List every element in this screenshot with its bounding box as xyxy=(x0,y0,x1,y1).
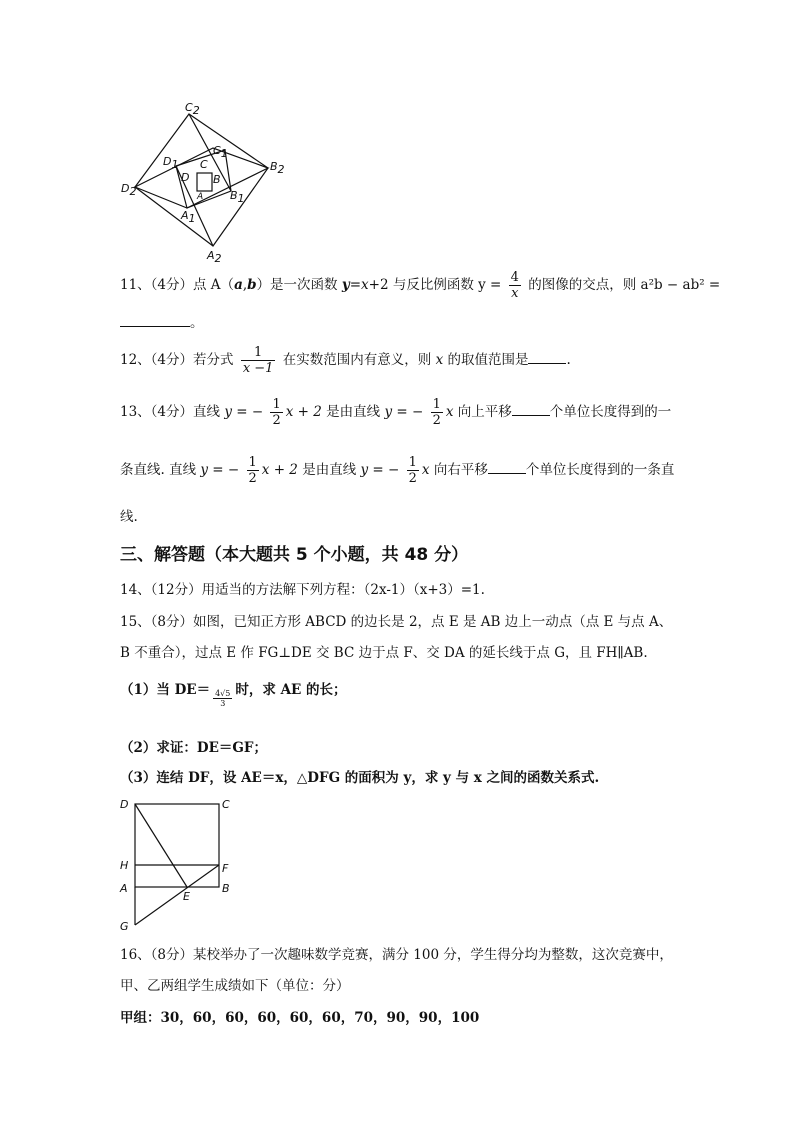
label-a1: A1 xyxy=(181,209,196,225)
q12-answer-blank[interactable] xyxy=(528,349,566,364)
q15-frac-den: 3 xyxy=(220,699,226,708)
label-c: C xyxy=(200,158,208,171)
q15-part1-suffix: 时，求 AE 的长； xyxy=(235,682,347,698)
q11-y: y xyxy=(341,277,350,293)
q12-x: x xyxy=(435,352,444,368)
q11-plus: +2 与反比例函数 y = xyxy=(368,277,502,293)
label-g: G xyxy=(120,920,129,933)
segment-de xyxy=(135,804,187,887)
question-16-line-1: 16、（8分）某校举办了一次趣味数学竞赛，满分 100 分，学生得分均为整数，这次竞赛中， xyxy=(120,947,673,963)
label-c2: C2 xyxy=(185,101,200,117)
q13-line2-x2: x xyxy=(421,462,430,478)
q11-eq: = xyxy=(349,277,362,293)
q11-answer-blank[interactable] xyxy=(120,312,190,327)
square-abcd-figure xyxy=(112,792,242,934)
segment-gf xyxy=(135,865,219,925)
label-c1: C1 xyxy=(213,144,228,160)
q11-suffix: 的图像的交点，则 a²b − ab² = xyxy=(523,277,721,293)
q12-frac-num: 1 xyxy=(241,345,276,361)
label-d: D xyxy=(181,171,190,184)
q13-frac3-den: 2 xyxy=(248,471,257,486)
label-a: A xyxy=(120,882,128,895)
label-b1: B1 xyxy=(230,189,245,205)
label-h: H xyxy=(120,859,129,872)
q13-line2-x-plus: x + 2 xyxy=(261,462,298,478)
q12-suffix: 的取值范围是 xyxy=(443,352,529,368)
q12-prefix: 12、（4分）若分式 xyxy=(120,352,234,368)
q13-line3: 线. xyxy=(120,509,138,525)
q13-line2-y-eq2: y = − xyxy=(360,462,400,478)
q13-frac3-num: 1 xyxy=(248,455,257,470)
label-f: F xyxy=(222,862,229,875)
question-11 xyxy=(120,270,720,301)
square-abcd xyxy=(197,173,212,191)
q13-y-eq: y = − xyxy=(224,404,264,420)
q15-part1-fraction xyxy=(213,689,232,708)
question-12 xyxy=(120,345,571,376)
square-a2b2c2d2 xyxy=(135,114,268,246)
label-a: A xyxy=(197,192,204,202)
section-3-heading: 三、解答题（本大题共 5 个小题，共 48 分） xyxy=(120,545,469,565)
q13-prefix: 13、（4分）直线 xyxy=(120,404,225,420)
question-14: 14、（12分）用适当的方法解下列方程：（2x-1）（x+3）=1. xyxy=(120,582,485,598)
q13-y-eq2: y = − xyxy=(384,404,424,420)
q12-frac-den: x −1 xyxy=(242,361,274,376)
q15-part1-prefix: （1）当 DE＝ xyxy=(120,682,211,698)
q11-b: b xyxy=(247,277,257,293)
label-d1: D1 xyxy=(163,155,179,171)
q13-fraction-1 xyxy=(270,397,282,428)
q13-line2-mid: 向右平移 xyxy=(429,462,488,478)
q13-frac4-den: 2 xyxy=(408,471,417,486)
q13-frac1-num: 1 xyxy=(272,397,281,412)
question-13 xyxy=(120,397,671,428)
question-15-part-3: （3）连结 DF，设 AE＝x，△DFG 的面积为 y，求 y 与 x 之间的函数关系式. xyxy=(120,770,600,786)
q12-tail: . xyxy=(566,352,571,368)
q13-line2-suffix: 个单位长度得到的一条直 xyxy=(525,462,675,478)
q11-mid: ）是一次函数 xyxy=(256,277,342,293)
question-16-line-2: 甲、乙两组学生成绩如下（单位：分） xyxy=(120,978,350,994)
label-b2: B2 xyxy=(270,160,285,176)
q13-fraction-3 xyxy=(247,455,259,486)
q11-prefix: 11、（4分）点 A（ xyxy=(120,277,235,293)
label-b: B xyxy=(222,882,230,895)
q11-a: a xyxy=(234,277,243,293)
label-e: E xyxy=(183,890,190,903)
q13-frac2-den: 2 xyxy=(432,413,441,428)
q13-line2-mid1: 是由直线 xyxy=(297,462,361,478)
label-a2: A2 xyxy=(207,249,222,265)
q13-mid2: 向上平移 xyxy=(453,404,512,420)
q13-blank-1[interactable] xyxy=(512,401,550,416)
label-d2: D2 xyxy=(121,182,137,198)
q12-fraction xyxy=(241,345,276,376)
question-11-answer xyxy=(120,312,204,333)
question-13-line-3 xyxy=(120,507,138,527)
q13-fraction-2 xyxy=(431,397,443,428)
q11-fraction xyxy=(509,270,521,301)
question-13-line-2 xyxy=(120,455,674,486)
label-c: C xyxy=(222,798,230,811)
question-15-line-1: 15、（8分）如图，已知正方形 ABCD 的边长是 2，点 E 是 AB 边上一动点（点 E 与点 A、 xyxy=(120,614,673,630)
q13-line2-y-eq: y = − xyxy=(200,462,240,478)
q11-tail: 。 xyxy=(190,315,204,331)
question-15-line-2: B 不重合），过点 E 作 FG⊥DE 交 BC 边于点 F、交 DA 的延长线于点 G，且 FH∥AB. xyxy=(120,645,648,661)
q15-frac-num: 4√5 xyxy=(215,689,231,698)
q13-frac1-den: 2 xyxy=(272,413,281,428)
q13-x2: x xyxy=(445,404,454,420)
q11-frac-num: 4 xyxy=(510,270,519,285)
q12-mid: 在实数范围内有意义，则 xyxy=(278,352,436,368)
q11-frac-den: x xyxy=(511,286,519,301)
q13-frac2-num: 1 xyxy=(432,397,441,412)
q11-x: x xyxy=(361,277,369,293)
q11-comma: , xyxy=(242,277,248,293)
q13-blank-2[interactable] xyxy=(488,459,526,474)
label-b: B xyxy=(213,173,221,186)
question-15-part-1 xyxy=(120,680,347,708)
q13-mid1: 是由直线 xyxy=(321,404,385,420)
q13-suffix: 个单位长度得到的一 xyxy=(549,404,672,420)
question-16-line-3: 甲组：30，60，60，60，60，60，70，90，90，100 xyxy=(120,1010,480,1026)
question-15-part-2: （2）求证：DE＝GF； xyxy=(120,740,268,756)
q13-frac4-num: 1 xyxy=(408,455,417,470)
q13-fraction-4 xyxy=(407,455,419,486)
q13-line2-prefix: 条直线. 直线 xyxy=(120,462,201,478)
q13-x-plus: x + 2 xyxy=(285,404,322,420)
label-d: D xyxy=(120,798,129,811)
nested-squares-figure xyxy=(115,95,295,265)
